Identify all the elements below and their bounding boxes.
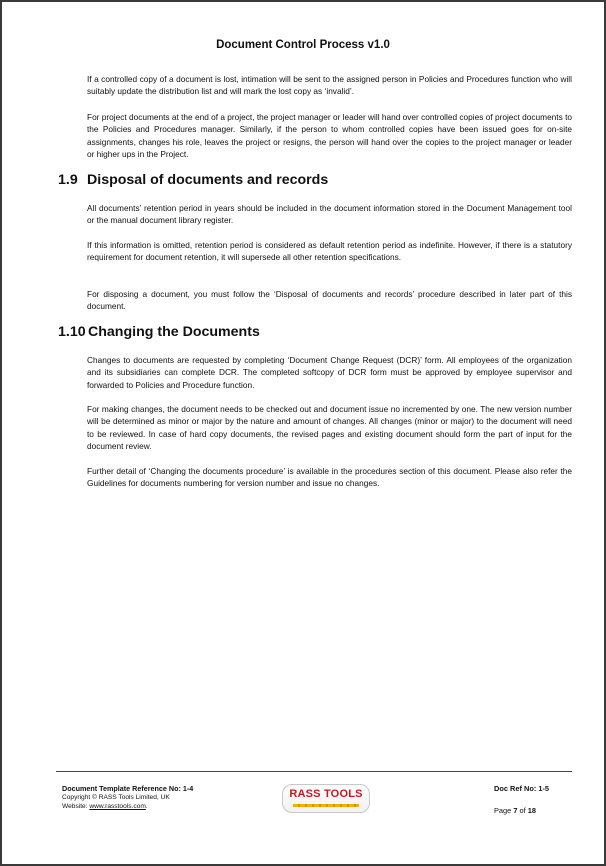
page-number: [494, 806, 549, 816]
website-suffix: .: [145, 803, 148, 810]
changing-paragraph-checkout: For making changes, the document needs to be checked out and document issue no incremented by one. The new version number will be determined as minor or major by the nature and amount of changes. All changes (minor or major) to the document will need to be reviewed. In case of hard copy documents, the revised pages and existing document should form the part of input for the document review.: [87, 404, 572, 451]
disposal-paragraph-retention: All documents’ retention period in years should be included in the document information stored in the Document Management tool or the manual document library register.: [87, 203, 572, 226]
logo-ruler-bar: [293, 804, 359, 807]
website-line: [62, 802, 193, 811]
footer-left-block: [62, 784, 193, 811]
section-heading-disposal: [58, 172, 328, 188]
changing-paragraph-dcr: Changes to documents are requested by completing ‘Document Change Request (DCR)’ form. All employees of the organization and its subsidiaries can complete DCR. The completed softcopy of DCR form must be approved by employee supervisor and forwarded to Policies and Procedure function.: [87, 355, 572, 390]
section-heading-changing: [58, 324, 260, 340]
website-label: Website:: [62, 803, 88, 810]
section-number: 1.10: [58, 324, 86, 340]
disposal-paragraph-default-retention: If this information is omitted, retention period is considered as default retention period as indefinite. However, if there is a statutory requirement for document retention, it will supersede all other retention specifications.: [87, 240, 572, 263]
page-of: of: [519, 806, 526, 815]
changing-paragraph-further-detail: Further detail of ‘Changing the documents procedure’ is available in the procedures section of this document. Please also refer the Guidelines for documents numbering for version number and issue no changes.: [87, 466, 572, 489]
page-label: Page: [494, 806, 512, 815]
template-reference: Document Template Reference No: 1-4: [62, 784, 194, 793]
page-total: 18: [527, 806, 536, 815]
disposal-paragraph-procedure: For disposing a document, you must follow the ‘Disposal of documents and records’ procedure described in later part of this document.: [87, 289, 572, 312]
footer-right-block: [494, 784, 549, 816]
intro-paragraph-lost-copy: If a controlled copy of a document is lost, intimation will be sent to the assigned person in Policies and Procedures function who will suitably update the distribution list and will mark the lost copy as ‘invalid’.: [87, 74, 572, 97]
page-current: 7: [513, 806, 518, 815]
section-number: 1.9: [58, 172, 78, 188]
doc-ref-number: Doc Ref No: 1-5: [494, 784, 550, 793]
section-title: Disposal of documents and records: [87, 172, 329, 188]
rass-tools-logo: [282, 784, 370, 813]
copyright-notice: Copyright © RASS Tools Limited, UK: [62, 794, 170, 801]
logo-text: RASS TOOLS: [289, 788, 363, 800]
footer-divider: [56, 771, 572, 772]
website-link[interactable]: www.rasstools.com: [89, 803, 146, 810]
document-header-title: Document Control Process v1.0: [216, 39, 390, 51]
section-title: Changing the Documents: [88, 324, 260, 340]
intro-paragraph-project-documents: For project documents at the end of a project, the project manager or leader will hand over controlled copies of project documents to the Policies and Procedures manager. Similarly, if the person to whom controlled copies have been issued goes for on-site assignments, changes his role, leaves the project or resigns, the person will hand over the copies to the project manager or leader or higher ups in the Project.: [87, 112, 572, 159]
